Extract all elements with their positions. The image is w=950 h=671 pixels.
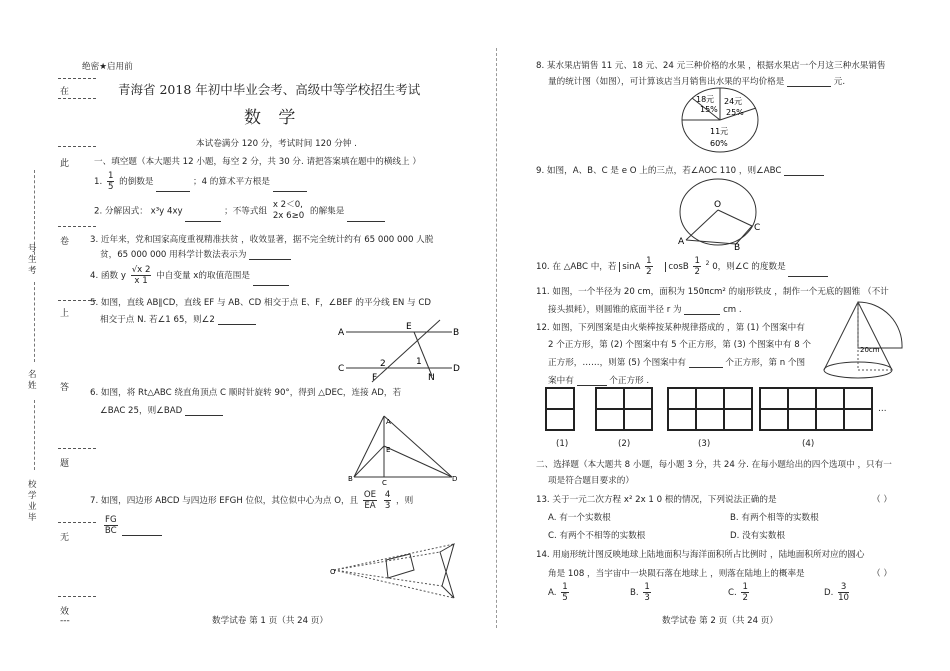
pattern-label-1: (1) — [556, 439, 569, 449]
question-13-stem: 13. 关于一元二次方程 x² 2x 1 0 根的情况，下列说法正确的是 — [536, 495, 777, 505]
fig9-label-b: B — [734, 243, 741, 253]
question-14-line1: 14. 用扇形统计图反映地球上陆地面积与海洋面积所占比例时 ，陆地面积所对应的圆心 — [536, 550, 865, 560]
answer-blank[interactable] — [249, 250, 291, 260]
question-6-line2: ∠BAC 25，则∠BAD — [100, 404, 223, 416]
question-12-line2: 2 个正方形，第 (2) 个图案中有 5 个正方形，第 (3) 个图案中有 8 个 — [548, 340, 811, 350]
question-11-line1: 11. 如图，一个半径为 20 cm，面积为 150πcm² 的扇形铁皮 ，制作一个无底的圆锥 （不计 — [536, 287, 889, 297]
q13-option-a[interactable]: A. 有一个实数根 — [548, 513, 611, 523]
q13-option-b[interactable]: B. 有两个相等的实数根 — [730, 513, 819, 523]
pie-pct-60: 60% — [710, 139, 728, 148]
section2-heading-line1: 二、选择题（本大题共 8 小题，每小题 3 分，共 24 分. 在每小题给出的四个选项中 ，只有一 — [536, 460, 892, 470]
pattern-label-2: (2) — [618, 439, 631, 449]
question-13-answer-paren[interactable]: （ ） — [872, 495, 892, 505]
question-14-answer-paren[interactable]: （ ） — [872, 569, 892, 579]
answer-blank[interactable] — [253, 276, 289, 286]
svg-text:E: E — [386, 446, 391, 454]
answer-blank[interactable] — [784, 166, 824, 176]
question-9: 9. 如图，A、B、C 是 e O 上的三点，若∠AOC 110 ，则∠ABC — [536, 164, 824, 176]
svg-text:B: B — [348, 475, 353, 483]
margin-char-5: 答 — [60, 383, 70, 393]
fig5-angle-1: 1 — [416, 357, 422, 367]
fig5-label-b: B — [453, 328, 460, 338]
q14-option-c[interactable]: C. $\frac{1}{2}$ — [728, 582, 748, 603]
fig5-label-e: E — [406, 322, 412, 332]
margin-char-2: 此 — [60, 159, 70, 169]
question-11-line2: 接头损耗），则圆锥的底面半径 r 为 cm . — [548, 305, 742, 315]
pie-label-24: 24元 — [724, 97, 743, 106]
field-exam-number: 号生考 — [28, 244, 37, 276]
answer-blank[interactable] — [273, 182, 307, 192]
answer-blank[interactable] — [788, 267, 828, 277]
exam-title: 青海省 2018 年初中毕业会考、高级中等学校招生考试 — [118, 82, 421, 97]
pie-label-11: 11元 — [710, 127, 729, 136]
pattern-label-3: (3) — [698, 439, 711, 449]
q14-option-d[interactable]: D. $\frac{3}{10}$ — [824, 582, 850, 603]
question-8-line2: 量的统计图（如图），可计算该店当月销售出水果的平均价格是 元. — [548, 77, 846, 87]
q13-option-d[interactable]: D. 没有实数根 — [730, 531, 786, 541]
fig11-radius-label: 20cm — [860, 346, 880, 354]
answer-blank[interactable] — [185, 212, 221, 222]
pie-pct-25: 25% — [726, 108, 744, 117]
pie-label-18: 18元 — [696, 95, 715, 104]
answer-blank[interactable] — [218, 315, 256, 325]
pattern-label-4: (4) — [802, 439, 815, 449]
question-8-line1: 8. 某水果店销售 11 元、18 元、24 元三种价格的水果 ，根据水果店一个月这三种水果销售 — [536, 61, 886, 71]
figure-q5-parallel-lines — [336, 318, 460, 384]
section1-heading: 一、填空题（本大题共 12 小题，每空 2 分，共 30 分. 请把答案填在题中的横线上 ） — [94, 157, 421, 167]
fig5-label-a: A — [338, 328, 345, 338]
figure-q8-pie-chart — [678, 86, 762, 154]
question-5-line1: 5. 如图，直线 AB∥CD，直线 EF 与 AB、CD 相交于点 E、F，∠BEF 的平分线 EN 与 CD — [90, 298, 431, 308]
margin-char-3: 卷 — [60, 237, 70, 247]
margin-char-7: 无 — [60, 533, 70, 543]
svg-text:D: D — [452, 475, 458, 483]
figure-q9-circle — [676, 178, 762, 253]
question-12-line3: 正方形，……，则第 (5) 个图案中有 个正方形，第 n 个图 — [548, 358, 806, 368]
question-2: 2. 分解因式： x³y 4xy ；不等式组 x 2＜0, 2x 6≥0 的解集是 — [94, 200, 385, 222]
q14-option-a[interactable]: A. $\frac{1}{5}$ — [548, 582, 568, 603]
q14-option-b[interactable]: B. $\frac{1}{3}$ — [630, 582, 650, 603]
figure-q12-matchstick-patterns — [538, 382, 898, 452]
margin-char-1: 在 — [60, 87, 70, 97]
figure-q6-rotated-triangles — [346, 412, 458, 486]
fig9-label-o: O — [714, 200, 722, 210]
question-4: 4. 函数 y $\frac{√x 2}{x 1}$ 中自变量 x的取值范围是 — [90, 265, 289, 286]
answer-blank[interactable] — [185, 406, 223, 416]
margin-char-4: 上 — [60, 309, 70, 319]
figure-q7-homothety — [330, 540, 458, 602]
exam-info: 本试卷满分 120 分，考试时间 120 分钟 . — [196, 139, 357, 149]
svg-text:C: C — [382, 479, 387, 487]
pattern-ellipsis: … — [878, 404, 887, 414]
figure-q11-cone — [818, 296, 908, 388]
answer-blank[interactable] — [347, 212, 385, 222]
fig5-label-n: N — [428, 373, 435, 383]
fig5-label-c: C — [338, 364, 345, 374]
margin-char-8: 效 — [60, 607, 70, 617]
question-6-line1: 6. 如图，将 Rt△ABC 绕直角顶点 C 顺时针旋转 90°，得到 △DEC，连接 AD，若 — [90, 388, 402, 398]
section2-heading-line2: 项是符合题目要求的） — [548, 476, 634, 486]
fig9-label-c: C — [754, 223, 761, 233]
field-school: 校学业毕 — [28, 480, 37, 523]
footer-right: 数学试卷 第 2 页（共 24 页） — [662, 616, 778, 626]
secret-label: 绝密★启用前 — [82, 62, 133, 72]
footer-left: 数学试卷 第 1 页（共 24 页） — [212, 616, 328, 626]
q13-option-c[interactable]: C. 有两个不相等的实数根 — [548, 531, 646, 541]
question-5-line2: 相交于点 N. 若∠1 65，则∠2 — [100, 313, 256, 325]
svg-text:O: O — [330, 568, 336, 576]
svg-text:A: A — [386, 418, 391, 426]
pie-pct-15: 15% — [700, 105, 718, 114]
question-12-line4: 案中有 个正方形 . — [548, 376, 650, 386]
question-10: 10. 在 △ABC 中，若 sinA $\frac{1}{2}$ cosB $\frac{1}{2}$ $^2$ 0，则∠C 的度数是 — [536, 256, 828, 277]
question-3-line2: 贫，65 000 000 用科学计数法表示为 — [100, 248, 291, 260]
answer-blank[interactable] — [122, 526, 162, 536]
subject-title: 数 学 — [244, 108, 302, 128]
answer-blank[interactable] — [787, 77, 831, 87]
answer-blank[interactable] — [684, 305, 720, 315]
question-3-line1: 3. 近年来，党和国家高度重视精准扶贫 ，收效显著，据不完全统计约有 65 000 000 人脱 — [90, 235, 434, 245]
fig5-label-f: F — [372, 373, 378, 383]
question-7: 7. 如图，四边形 ABCD 与四边形 EFGH 位似，其位似中心为点 O，且 $\frac{OE}{EA}$ $\frac{4}{3}$ ，则 — [90, 490, 414, 511]
margin-char-6: 题 — [60, 459, 70, 469]
field-name: 名姓 — [28, 370, 37, 391]
question-1: 1. $\frac{1}{5}$ 的倒数是 ；4 的算术平方根是 — [94, 171, 307, 192]
fig9-label-a: A — [678, 237, 685, 247]
answer-blank[interactable] — [156, 182, 190, 192]
margin-end: --- — [60, 616, 70, 626]
answer-blank[interactable] — [689, 358, 723, 368]
question-12-line1: 12. 如图，下列图案是由火柴棒按某种规律搭成的 ，第 (1) 个图案中有 — [536, 323, 805, 333]
question-14-line2: 角是 108 ，当宇宙中一块陨石落在地球上 ，则落在陆地上的概率是 — [548, 569, 805, 579]
question-7-answer: $\frac{FG}{BC}$ — [102, 515, 162, 536]
fig5-angle-2: 2 — [380, 359, 386, 369]
fig5-label-d: D — [453, 364, 460, 374]
